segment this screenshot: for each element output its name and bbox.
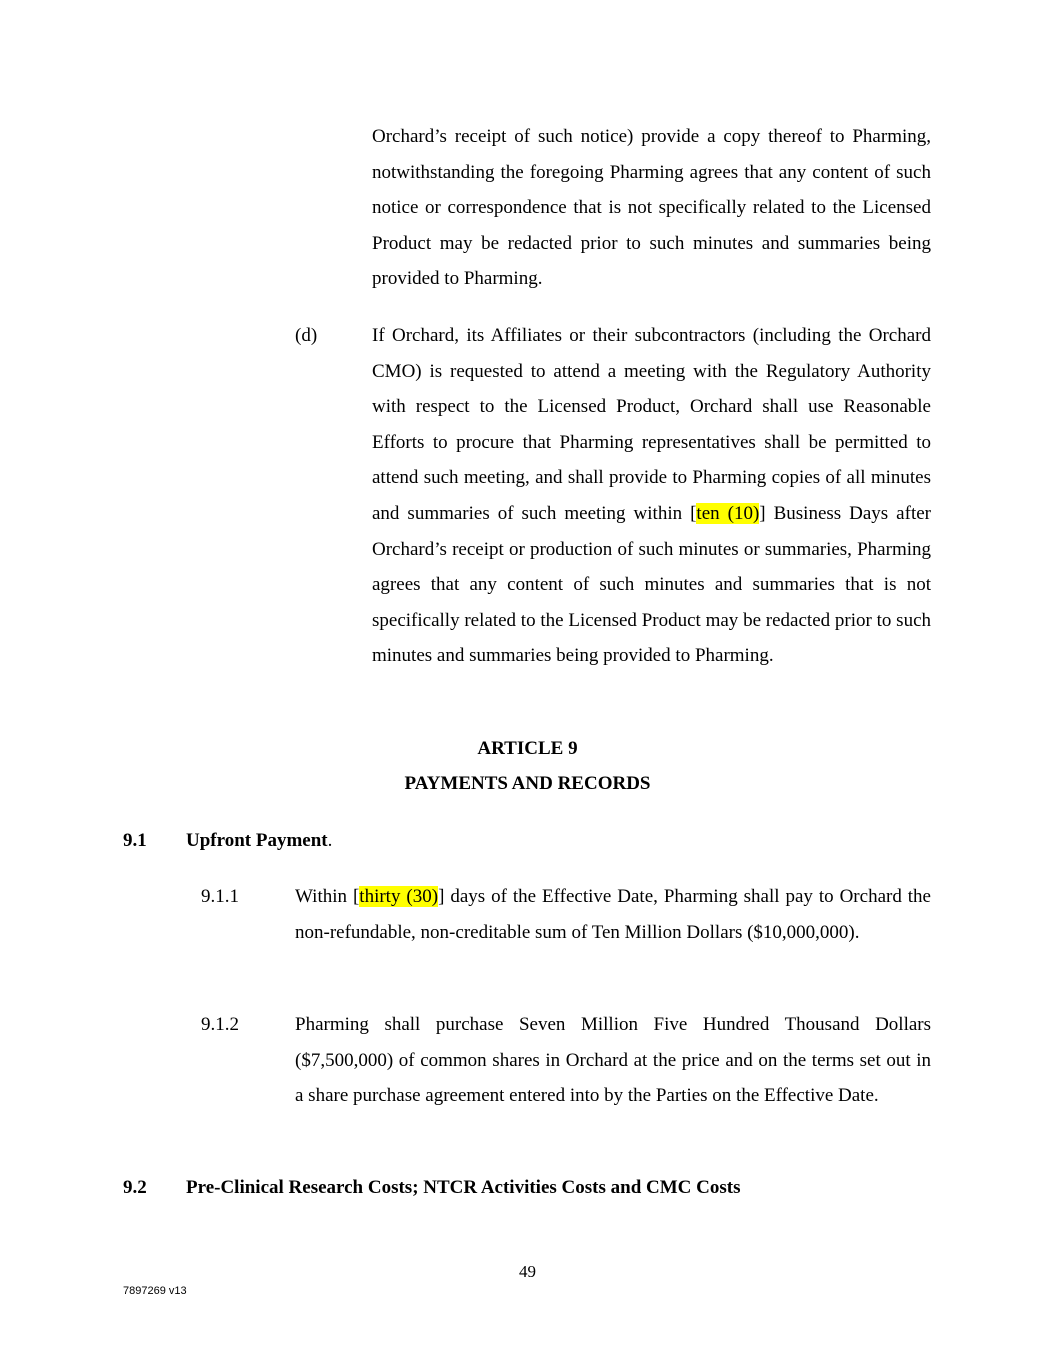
clause-d-text-before: If Orchard, its Affiliates or their subcontractors (including the Orchard CMO) is requested to attend a meeting with the Regulatory Authority with respect to the Licensed Product, Orchard shall use Reasonable Efforts to procure that Pharming representatives shall be permitted to attend such meeting, and shall provide to Pharming copies of all minutes and summaries of such meeting within [ [372, 325, 931, 524]
section-9-2-title: Pre-Clinical Research Costs; NTCR Activities Costs and CMC Costs [186, 1177, 741, 1198]
clause-9-1-1-text-before: Within [ [295, 886, 360, 907]
clause-d-highlight: ten (10) [696, 502, 760, 524]
document-id: 7897269 v13 [123, 1285, 187, 1297]
clause-9-1-2-number: 9.1.2 [201, 1014, 239, 1035]
section-9-1-heading [186, 823, 332, 859]
article-title: PAYMENTS AND RECORDS [404, 773, 651, 794]
clause-9-1-2-text: Pharming shall purchase Seven Million Five Hundred Thousand Dollars ($7,500,000) of common shares in Orchard at the price and on the terms set out in a share purchase agreement entered into by the Parties on the Effective Date. [295, 1014, 931, 1107]
clause-9-1-1-text [295, 879, 931, 950]
clause-d-label: (d) [295, 325, 318, 346]
page-number: 49 [519, 1262, 536, 1281]
clause-d-text [372, 318, 931, 674]
article-number: ARTICLE 9 [477, 738, 578, 759]
section-9-2-number: 9.2 [123, 1177, 147, 1198]
clause-d-text-after: ] Business Days after Orchard’s receipt or production of such minutes or summaries, Pharming agrees that any content of such minutes and summaries that is not specifically related to the Licensed Product may be redacted prior to such minutes and summaries being provided to Pharming. [372, 502, 931, 667]
section-9-1-title-suffix: . [327, 830, 333, 851]
continuation-paragraph: Orchard’s receipt of such notice) provide a copy thereof to Pharming, notwithstanding the foregoing Pharming agrees that any content of such notice or correspondence that is not specifically related to the Licensed Product may be redacted prior to such minutes and summaries being provided to Pharming. [372, 126, 931, 290]
clause-9-1-1-number: 9.1.1 [201, 886, 239, 907]
clause-9-1-1-text-after: ] days of the Effective Date, Pharming shall pay to Orchard the non-refundable, non-creditable sum of Ten Million Dollars ($10,000,000). [295, 886, 931, 943]
clause-9-1-1-highlight: thirty (30) [359, 886, 439, 907]
section-9-1-number: 9.1 [123, 830, 147, 851]
section-9-1-title: Upfront Payment [186, 830, 328, 851]
